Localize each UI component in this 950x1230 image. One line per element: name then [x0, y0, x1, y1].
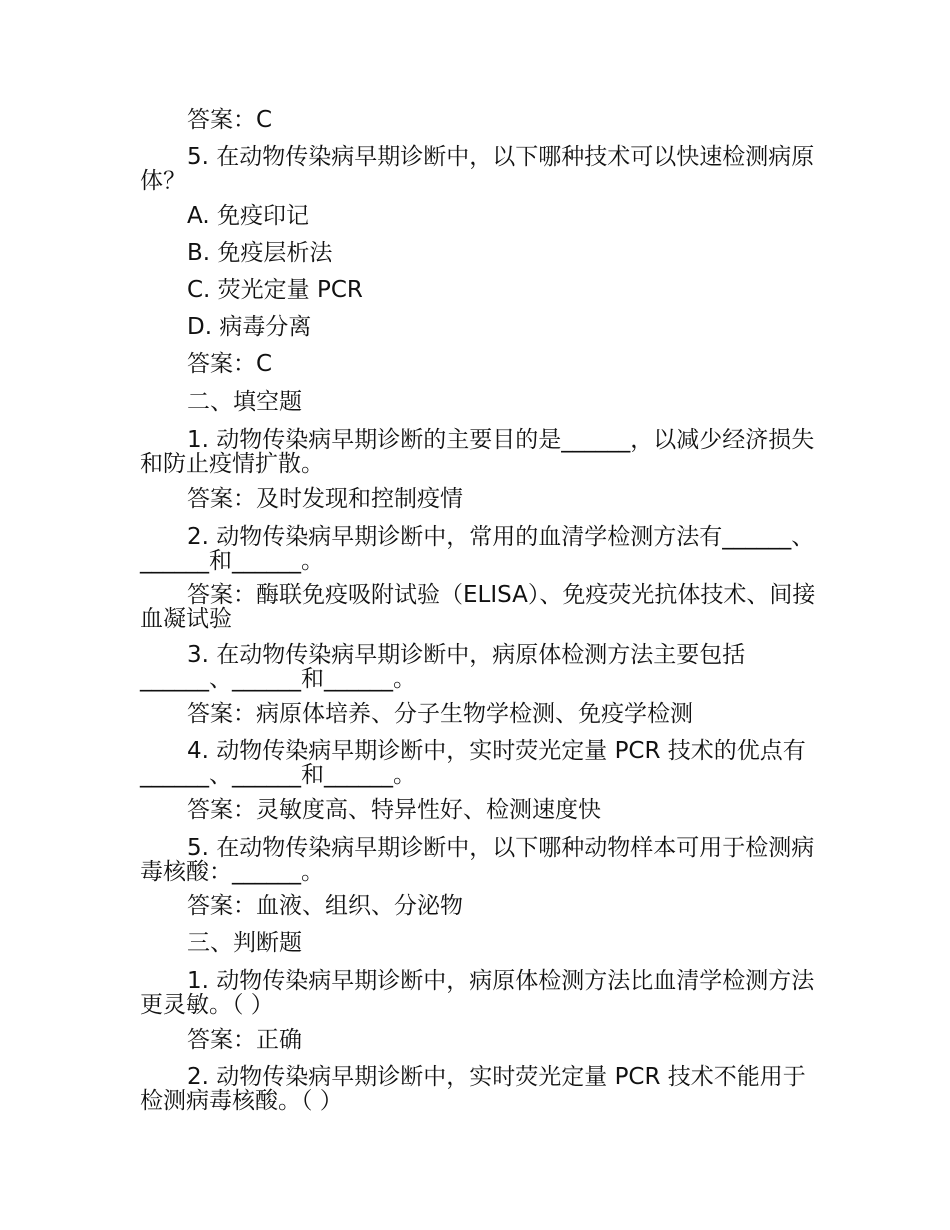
answer-line: 答案：灵敏度高、特异性好、检测速度快 [187, 797, 601, 823]
question-line: 3. 在动物传染病早期诊断中，病原体检测方法主要包括______、______和______。 [140, 642, 746, 692]
option-line: C. 荧光定量 PCR [187, 277, 363, 303]
question-line: 4. 动物传染病早期诊断中，实时荧光定量 PCR 技术的优点有______、______和______。 [140, 738, 806, 788]
question-line: 1. 动物传染病早期诊断的主要目的是______，以减少经济损失和防止疫情扩散。 [140, 427, 815, 477]
answer-line: 答案：酶联免疫吸附试验（ELISA）、免疫荧光抗体技术、间接血凝试验 [140, 582, 816, 632]
question-line: 5. 在动物传染病早期诊断中，以下哪种技术可以快速检测病原体？ [140, 144, 815, 194]
question-line: 1. 动物传染病早期诊断中，病原体检测方法比血清学检测方法更灵敏。（ ） [140, 968, 815, 1018]
answer-line: 答案：C [187, 351, 273, 377]
answer-line: 答案：病原体培养、分子生物学检测、免疫学检测 [187, 701, 693, 727]
answer-line: 答案：及时发现和控制疫情 [187, 486, 463, 512]
question-line: 5. 在动物传染病早期诊断中，以下哪种动物样本可用于检测病毒核酸：______。 [140, 835, 815, 885]
answer-line: 答案：正确 [187, 1027, 302, 1053]
option-line: A. 免疫印记 [187, 203, 309, 229]
answer-line: 答案：血液、组织、分泌物 [187, 893, 463, 919]
section-heading: 二、填空题 [187, 389, 302, 415]
question-line: 2. 动物传染病早期诊断中，实时荧光定量 PCR 技术不能用于检测病毒核酸。（ ） [140, 1064, 806, 1114]
answer-line: 答案：C [187, 107, 273, 133]
question-line: 2. 动物传染病早期诊断中，常用的血清学检测方法有______、______和______。 [140, 524, 815, 574]
option-line: B. 免疫层析法 [187, 240, 333, 266]
option-line: D. 病毒分离 [187, 314, 312, 340]
section-heading: 三、判断题 [187, 930, 302, 956]
